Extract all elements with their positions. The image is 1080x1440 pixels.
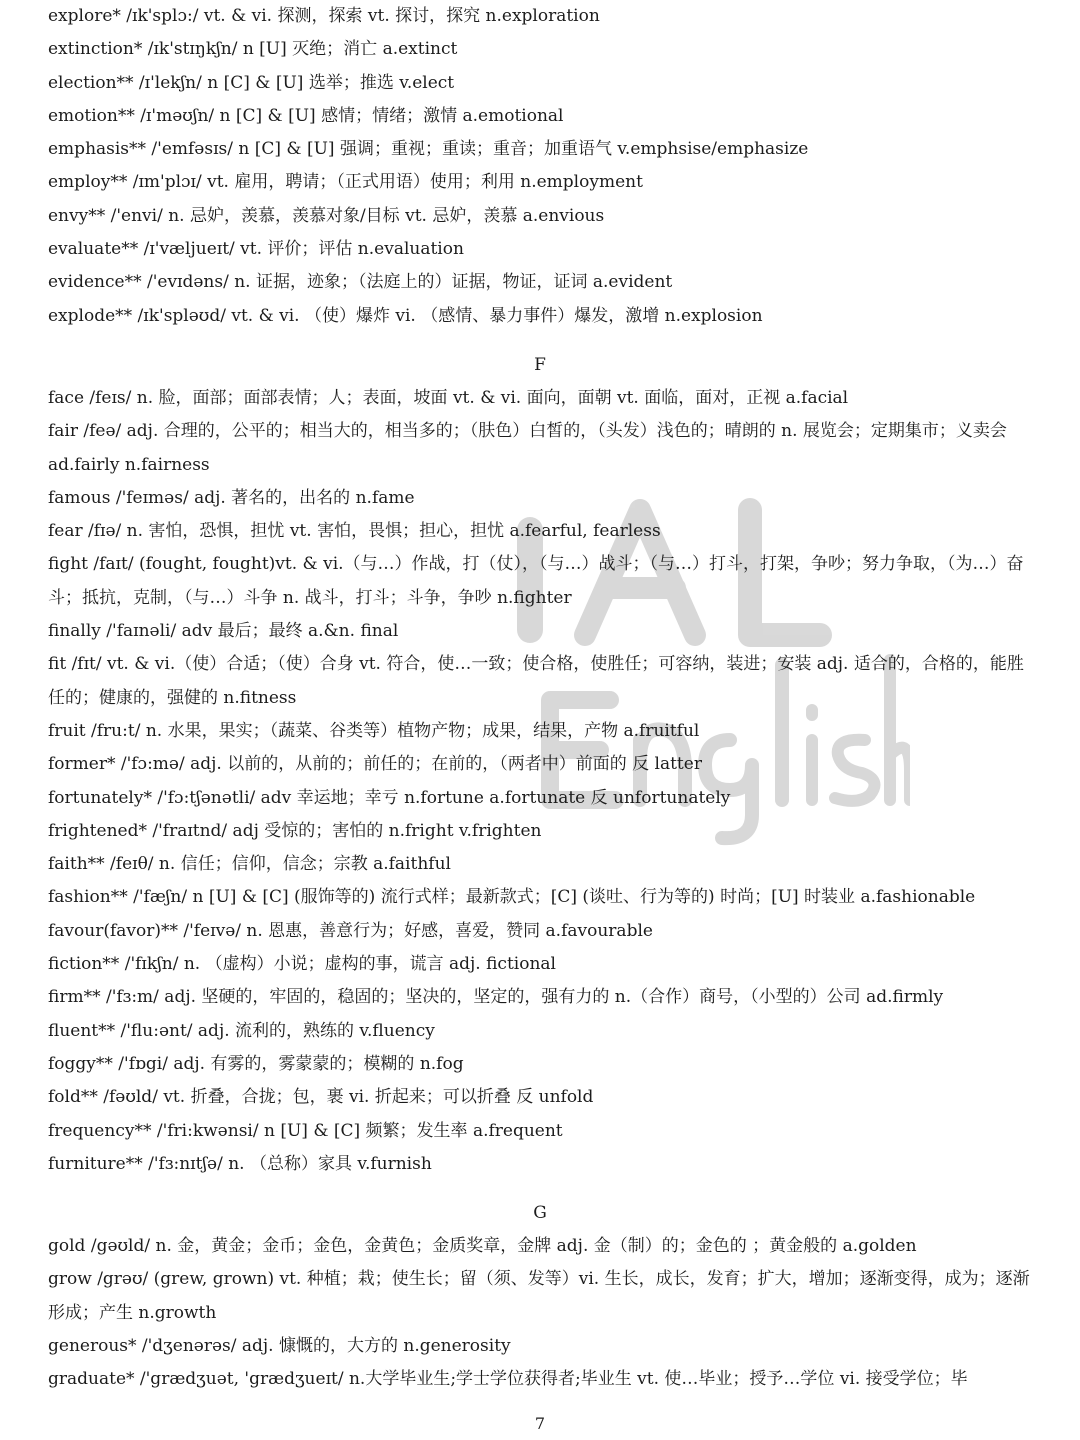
vocabulary-list	[48, 0, 1038, 1397]
vocab-entry: fashion** /'fæʃn/ n [U] & [C] (服饰等的) 流行式样；最新款式；[C] (谈吐、行为等的) 时尚；[U] 时装业 a.fashionable	[48, 887, 976, 908]
vocab-entry: fortunately* /'fɔ:tʃənətli/ adv 幸运地；幸亏 n.fortune a.fortunate 反 unfortunately	[48, 787, 731, 808]
vocab-entry: fruit /fru:t/ n. 水果，果实；（蔬菜、谷类等）植物产物；成果，结果，产物 a.fruitful	[48, 720, 700, 741]
vocab-entry: generous* /'dʒenərəs/ adj. 慷慨的，大方的 n.generosity	[48, 1335, 511, 1356]
vocab-entry: favour(favor)** /'feɪvə/ n. 恩惠，善意行为；好感，喜爱，赞同 a.favourable	[48, 920, 653, 941]
vocab-entry: envy** /'envi/ n. 忌妒，羡慕，羡慕对象/目标 vt. 忌妒，羡慕 a.envious	[48, 205, 605, 226]
vocab-entry: explode** /ɪk'spləʊd/ vt. & vi. （使）爆炸 vi. （感情、暴力事件）爆发，激增 n.explosion	[48, 305, 763, 326]
vocab-entry: firm** /'fɜ:m/ adj. 坚硬的，牢固的，稳固的；坚决的，坚定的，强有力的 n.（合作）商号，（小型的）公司 ad.firmly	[48, 987, 944, 1008]
vocab-entry: emotion** /ɪ'məʊʃn/ n [C] & [U] 感情；情绪；激情 a.emotional	[48, 105, 564, 126]
vocab-entry: emphasis** /'emfəsɪs/ n [C] & [U] 强调；重视；重读；重音；加重语气 v.emphsise/emphasize	[48, 139, 809, 160]
section-heading-f: F	[534, 354, 546, 375]
vocab-entry: fiction** /'fɪkʃn/ n. （虚构）小说；虚构的事，谎言 adj. fictional	[48, 954, 556, 975]
vocab-entry: evidence** /'evɪdəns/ n. 证据，迹象；（法庭上的）证据，物证，证词 a.evident	[48, 272, 673, 293]
vocab-entry: fear /fɪə/ n. 害怕，恐惧，担忧 vt. 害怕，畏惧；担心，担忧 a.fearful, fearless	[48, 521, 661, 542]
vocab-entry: face /feɪs/ n. 脸，面部；面部表情；人；表面，坡面 vt. & vi. 面向，面朝 vt. 面临，面对，正视 a.facial	[48, 387, 849, 408]
vocab-entry: election** /ɪ'lekʃn/ n [C] & [U] 选举；推选 v.elect	[48, 72, 455, 93]
vocab-entry: extinction* /ɪk'stɪŋkʃn/ n [U] 灭绝；消亡 a.extinct	[48, 39, 458, 60]
vocab-entry: fit /fɪt/ vt. & vi.（使）合适；（使）合身 vt. 符合，使…一致；使合格，使胜任；可容纳，装进；安装 adj. 适合的，合格的，能胜任的；健康的，强健的 n.fitness	[48, 654, 1024, 708]
vocab-entry: foggy** /'fɒgi/ adj. 有雾的，雾蒙蒙的；模糊的 n.fog	[48, 1053, 464, 1074]
vocab-entry: former* /'fɔ:mə/ adj. 以前的，从前的；前任的；在前的，（两者中）前面的 反 latter	[48, 754, 702, 775]
page-number: 7	[534, 1414, 546, 1433]
section-e	[48, 0, 1038, 333]
vocab-entry: faith** /feɪθ/ n. 信任；信仰，信念；宗教 a.faithful	[48, 854, 451, 875]
section-heading-g: G	[533, 1203, 547, 1224]
vocab-entry: furniture** /'fɜ:nɪtʃə/ n. （总称）家具 v.furnish	[48, 1153, 432, 1174]
section-f	[48, 382, 1038, 1181]
section-g	[48, 1230, 1038, 1396]
vocab-entry: explore* /ɪk'splɔ:/ vt. & vi. 探测，探索 vt. 探讨，探究 n.exploration	[48, 6, 600, 26]
vocab-entry: grow /grəʊ/ (grew, grown) vt. 种植；栽；使生长；留（须、发等）vi. 生长，成长，发育；扩大，增加；逐渐变得，成为；逐渐形成；产生 n.growth	[48, 1269, 1030, 1323]
vocab-entry: frightened* /'fraɪtnd/ adj 受惊的；害怕的 n.fright v.frighten	[48, 820, 542, 841]
vocab-entry: frequency** /'fri:kwənsi/ n [U] & [C] 频繁；发生率 a.frequent	[48, 1120, 563, 1141]
vocab-entry: famous /'feɪməs/ adj. 著名的，出名的 n.fame	[48, 487, 415, 508]
vocab-entry: fold** /fəʊld/ vt. 折叠，合拢；包，裹 vi. 折起来；可以折叠 反 unfold	[48, 1087, 594, 1108]
vocab-entry: fight /faɪt/ (fought, fought)vt. & vi.（与…）作战，打（仗），（与…）战斗；（与…）打斗，打架，争吵；努力争取，（为…）奋斗；抵抗，克制，（与…）斗争 n. 战斗，打斗；斗争，争吵 n.fighter	[48, 554, 1024, 608]
vocab-entry: evaluate** /ɪ'væljueɪt/ vt. 评价；评估 n.evaluation	[48, 239, 464, 260]
vocab-entry: fair /feə/ adj. 合理的，公平的；相当大的，相当多的；（肤色）白皙的，（头发）浅色的；晴朗的 n. 展览会；定期集市；义卖会 ad.fairly n.fairness	[48, 421, 1007, 475]
vocab-entry: fluent** /'flu:ənt/ adj. 流利的，熟练的 v.fluency	[48, 1020, 435, 1041]
vocab-entry: employ** /ɪm'plɔɪ/ vt. 雇用，聘请；（正式用语）使用；利用 n.employment	[48, 172, 643, 193]
vocab-entry: graduate* /'grædʒuət, 'grædʒueɪt/ n.大学毕业生;学士学位获得者;毕业生 vt. 使…毕业；授予…学位 vi. 接受学位；毕	[48, 1369, 968, 1390]
vocab-entry: finally /'faɪnəli/ adv 最后；最终 a.&n. final	[48, 621, 399, 642]
vocab-entry: gold /gəʊld/ n. 金，黄金；金币；金色，金黄色；金质奖章，金牌 adj. 金（制）的；金色的 ；黄金般的 a.golden	[48, 1236, 917, 1257]
